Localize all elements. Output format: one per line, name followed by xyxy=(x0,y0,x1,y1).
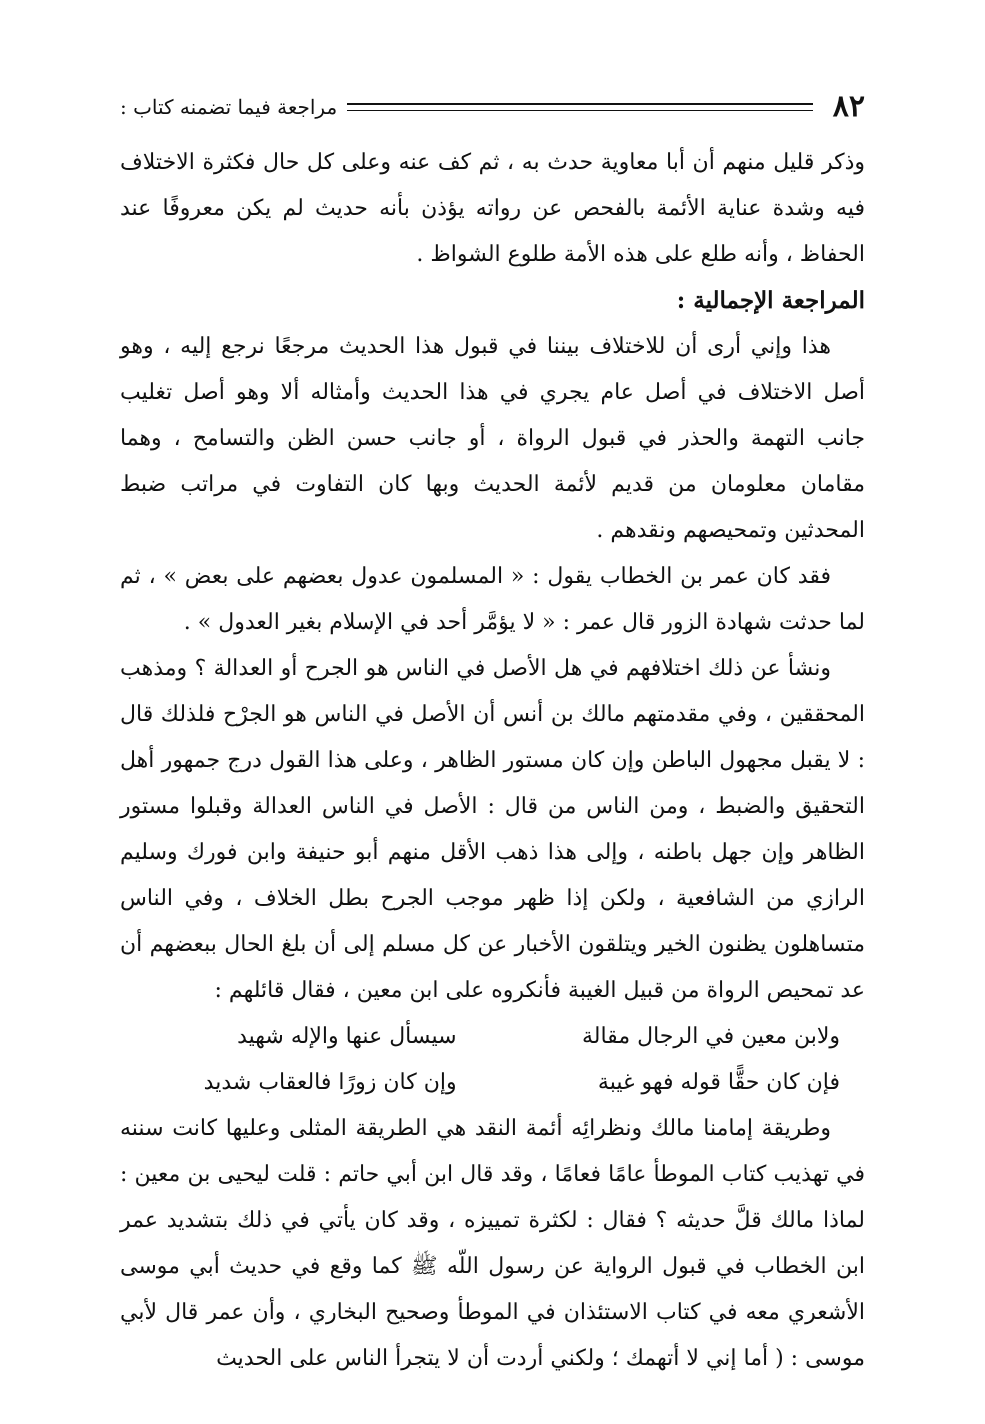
paragraph-3: فقد كان عمر بن الخطاب يقول : « المسلمون عدول بعضهم على بعض » ، ثم لما حدثت شهادة الزور قال عمر : « لا يؤمَّر أحد في الإسلام بغير العدول » . xyxy=(120,564,865,635)
paragraph-5: وطريقة إمامنا مالك ونظرائِه أئمة النقد هي الطريقة المثلى وعليها كانت سننه في تهذيب كتاب الموطأ عامًا فعامًا ، وقد قال ابن أبي حاتم : قلت ليحيى بن معين : لماذا مالك قلَّ حديثه ؟ فقال : لكثرة تمييزه ، وقد كان يأتي في ذلك بتشديد عمر ابن الخطاب في قبول الرواية عن رسول اللّه ﷺ كما وقع في حديث أبي موسى الأشعري معه في كتاب الاستئذان في الموطأ وصحيح البخاري ، وأن عمر قال لأبي موسى : ( أما إني لا أتهمك ؛ ولكني أردت أن لا يتجرأ الناس على الحديث xyxy=(120,1116,865,1371)
header-rule xyxy=(347,103,813,111)
verse-2-second-hemistich: وإن كان زورًا فالعقاب شديد xyxy=(203,1070,457,1095)
verse-1-first-hemistich: ولابن معين في الرجال مقالة xyxy=(581,1024,840,1049)
section-heading: المراجعة الإجمالية : xyxy=(676,287,865,314)
verse-1-second-hemistich: سيسأل عنها والإله شهيد xyxy=(237,1024,457,1049)
paragraph-2: هذا وإني أرى أن للاختلاف بيننا في قبول هذا الحديث مرجعًا نرجع إليه ، وهو أصل الاختلاف في أصل عام يجري في هذا الحديث وأمثاله ألا وهو أصل تغليب جانب التهمة والحذر في قبول الرواة ، أو جانب حسن الظن والتسامح ، وهما مقامان معلومان من قديم لأئمة الحديث وبها كان التفاوت في مراتب ضبط المحدثين وتمحيصهم ونقدهم . xyxy=(120,334,865,543)
poem-verse-1 xyxy=(120,1014,865,1060)
page-number: ٨٢ xyxy=(832,89,865,124)
verse-2-first-hemistich: فإن كان حقًّا قوله فهو غيبة xyxy=(597,1070,840,1095)
poem-verse-2 xyxy=(120,1060,865,1106)
paragraph-4: ونشأ عن ذلك اختلافهم في هل الأصل في الناس هو الجرح أو العدالة ؟ ومذهب المحققين ، وفي مقدمتهم مالك بن أنس أن الأصل في الناس هو الجرْح فلذلك قال : لا يقبل مجهول الباطن وإن كان مستور الظاهر ، وعلى هذا القول درج جمهور أهل التحقيق والضبط ، ومن الناس من قال : الأصل في الناس العدالة وقبلوا مستور الظاهر وإن جهل باطنه ، وإلى هذا ذهب الأقل منهم أبو حنيفة وابن فورك وسليم الرازي من الشافعية ، ولكن إذا ظهر موجب الجرح بطل الخلاف ، وفي الناس متساهلون يظنون الخير ويتلقون الأخبار عن كل مسلم إلى أن بلغ الحال ببعضهم أن عد تمحيص الرواة من قبيل الغيبة فأنكروه على ابن معين ، فقال قائلهم : xyxy=(120,656,865,1003)
page-header xyxy=(120,90,865,124)
paragraph-1: وذكر قليل منهم أن أبا معاوية حدث به ، ثم كف عنه وعلى كل حال فكثرة الاختلاف فيه وشدة عناية الأئمة بالفحص عن رواته يؤذن بأنه حديث لم يكن معروفًا عند الحفاظ ، وأنه طلع على هذه الأمة طلوع الشواظ . xyxy=(120,150,865,267)
page-body xyxy=(120,140,865,1382)
running-title: مراجعة فيما تضمنه كتاب : xyxy=(120,95,338,119)
